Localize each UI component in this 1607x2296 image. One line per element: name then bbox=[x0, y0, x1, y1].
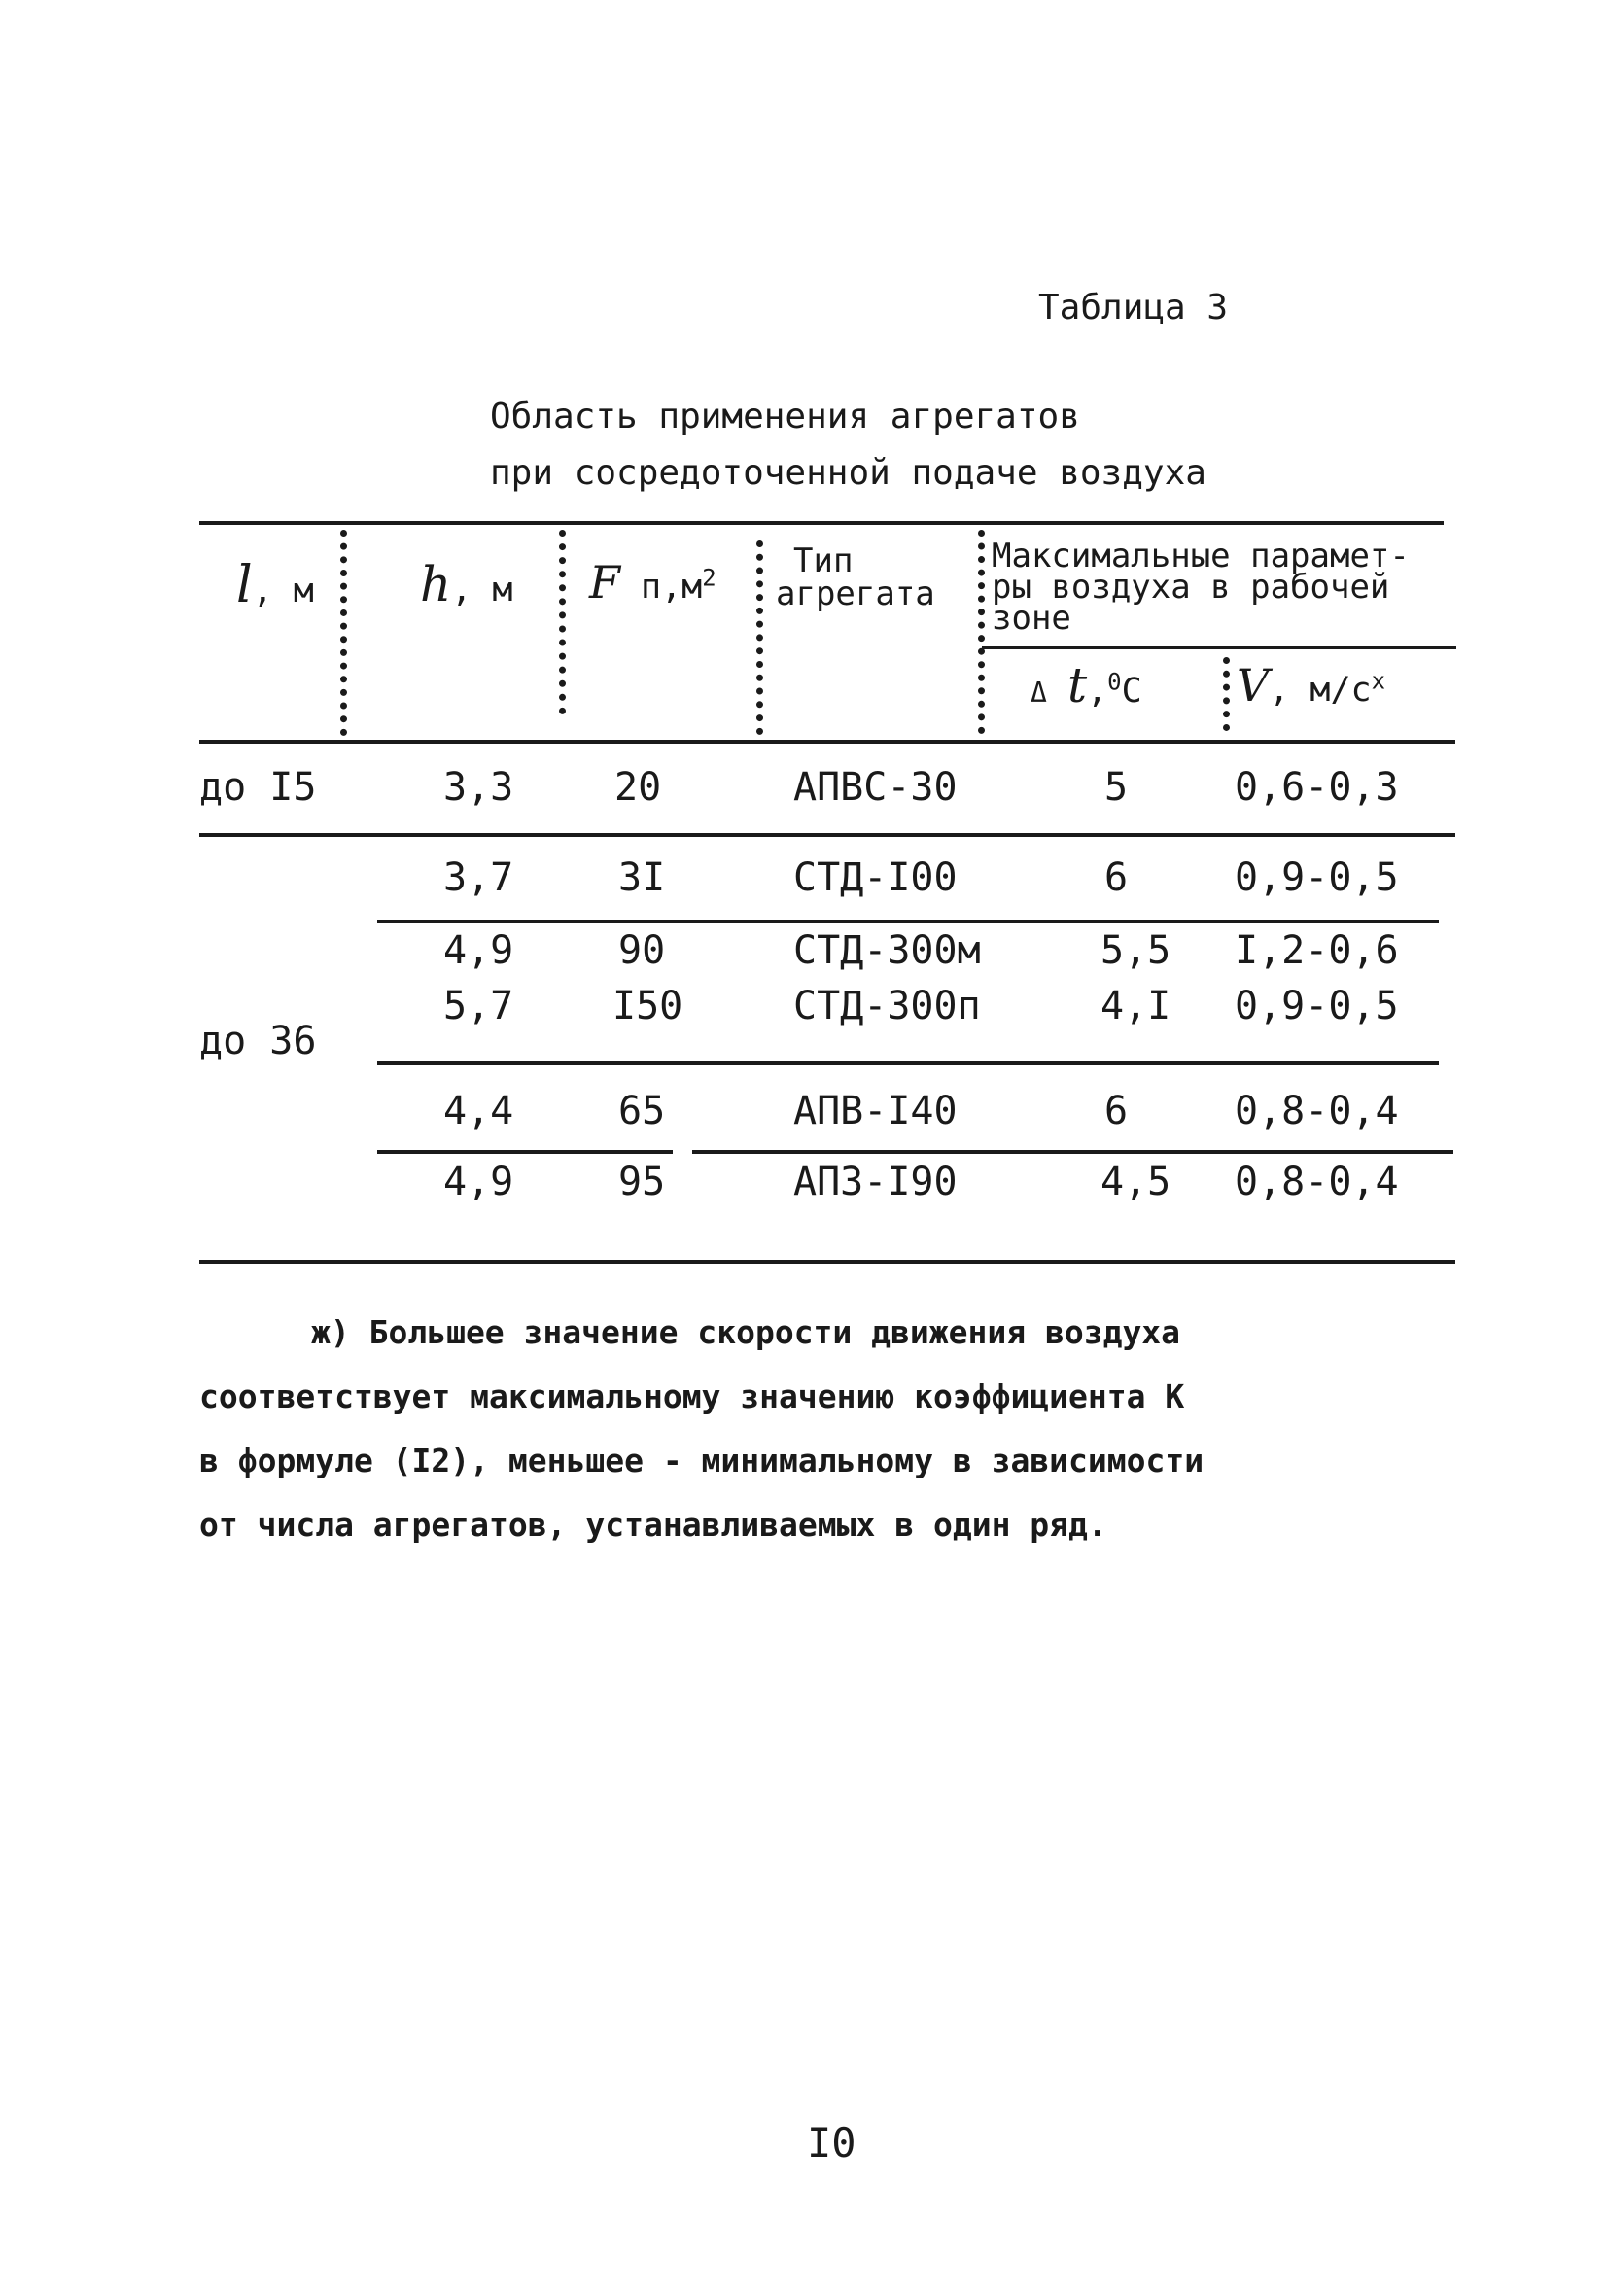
header-type-line-1: Тип bbox=[793, 541, 854, 580]
row-5-h: 4,4 bbox=[443, 1089, 514, 1133]
row-3-v: I,2-0,6 bbox=[1235, 928, 1399, 973]
row-5-f: 65 bbox=[618, 1089, 666, 1133]
row-1-h: 3,3 bbox=[443, 765, 514, 810]
table-top-rule bbox=[199, 521, 1444, 525]
group1-bottom-rule bbox=[199, 833, 1455, 837]
header-dt bbox=[1031, 657, 1142, 713]
row-1-dt: 5 bbox=[1104, 765, 1129, 810]
header-h-unit: , м bbox=[451, 571, 513, 609]
header-max-line-2: ры воздуха в рабочей bbox=[992, 568, 1390, 607]
page-number: I0 bbox=[807, 2119, 856, 2167]
row-2-h: 3,7 bbox=[443, 855, 514, 900]
header-f bbox=[589, 556, 716, 609]
header-l bbox=[236, 556, 314, 614]
row-2-type: СТД-I00 bbox=[793, 855, 958, 900]
table-bottom-rule bbox=[199, 1260, 1455, 1264]
header-bottom-rule bbox=[199, 740, 1455, 744]
header-l-symbol: l bbox=[236, 556, 253, 614]
row-1-type: АПВС-30 bbox=[793, 765, 958, 810]
row5-bottom-rule-left bbox=[377, 1150, 673, 1154]
header-f-symbol: F bbox=[589, 556, 620, 609]
header-dt-tail: С bbox=[1121, 672, 1142, 711]
row-2-dt: 6 bbox=[1104, 855, 1129, 900]
row-5-v: 0,8-0,4 bbox=[1235, 1089, 1399, 1133]
row-6-v: 0,8-0,4 bbox=[1235, 1160, 1399, 1204]
footnote-line-4: от числа агрегатов, устанавливаемых в один ряд. bbox=[199, 1506, 1107, 1544]
caption-line-2: при сосредоточенной подаче воздуха bbox=[490, 453, 1206, 493]
row-5-type: АПВ-I40 bbox=[793, 1089, 958, 1133]
header-dt-symbol: t bbox=[1066, 657, 1088, 713]
col-sep-3 bbox=[756, 540, 763, 735]
footnote-line-2: соответствует максимальному значению коэффициента К bbox=[199, 1377, 1185, 1415]
subheader-rule bbox=[982, 646, 1456, 649]
row-1-f: 20 bbox=[614, 765, 662, 810]
table-caption bbox=[490, 389, 1206, 502]
row-4-dt: 4,I bbox=[1100, 984, 1171, 1028]
row-3-type: СТД-300м bbox=[793, 928, 981, 973]
footnote-line-1: ж) Большее значение скорости движения воздуха bbox=[311, 1313, 1181, 1351]
col-sep-5 bbox=[1223, 657, 1230, 731]
header-type bbox=[776, 541, 935, 613]
footnote bbox=[199, 1301, 1204, 1557]
row5-bottom-rule-right bbox=[692, 1150, 1453, 1154]
col-sep-4 bbox=[978, 530, 985, 734]
row-4-v: 0,9-0,5 bbox=[1235, 984, 1399, 1028]
row-3-h: 4,9 bbox=[443, 928, 514, 973]
footnote-line-3: в формуле (I2), меньшее - минимальному в зависимости bbox=[199, 1442, 1205, 1479]
header-v-unit: , м/с bbox=[1269, 671, 1372, 710]
header-max-line-1: Максимальные парамет- bbox=[992, 537, 1410, 575]
row-6-type: АПЗ-I90 bbox=[793, 1160, 958, 1204]
header-max-params bbox=[992, 537, 1410, 638]
header-h-symbol: h bbox=[420, 556, 452, 612]
table-label: Таблица 3 bbox=[1038, 288, 1229, 328]
caption-line-1: Область применения агрегатов bbox=[490, 397, 1080, 436]
header-v-sup: x bbox=[1371, 667, 1386, 695]
header-type-line-2: агрегата bbox=[776, 574, 935, 613]
header-f-unit: п,м bbox=[619, 568, 703, 607]
row-1-v: 0,6-0,3 bbox=[1235, 765, 1399, 810]
row-4-type: СТД-300п bbox=[793, 984, 981, 1028]
row-3-f: 90 bbox=[618, 928, 666, 973]
header-dt-sup: 0 bbox=[1107, 668, 1122, 696]
header-dt-unit: , bbox=[1087, 672, 1108, 711]
row-4-h: 5,7 bbox=[443, 984, 514, 1028]
row4-bottom-rule bbox=[377, 1061, 1439, 1065]
row-6-h: 4,9 bbox=[443, 1160, 514, 1204]
col-sep-1 bbox=[340, 530, 347, 736]
header-v-symbol: V bbox=[1237, 659, 1270, 712]
header-h bbox=[420, 556, 512, 612]
group-label-2: до 36 bbox=[199, 1019, 317, 1063]
row-3-dt: 5,5 bbox=[1100, 928, 1171, 973]
row-5-dt: 6 bbox=[1104, 1089, 1129, 1133]
header-v bbox=[1237, 659, 1385, 712]
header-l-unit: , м bbox=[252, 572, 314, 610]
header-f-sup: 2 bbox=[702, 564, 716, 592]
row-2-v: 0,9-0,5 bbox=[1235, 855, 1399, 900]
header-dt-prefix: Δ bbox=[1031, 677, 1047, 709]
row-4-f: I50 bbox=[612, 984, 683, 1028]
row-6-dt: 4,5 bbox=[1100, 1160, 1171, 1204]
group-label-1: до I5 bbox=[199, 765, 317, 810]
col-sep-2 bbox=[559, 530, 566, 714]
row2-bottom-rule bbox=[377, 920, 1439, 923]
row-6-f: 95 bbox=[618, 1160, 666, 1204]
header-max-line-3: зоне bbox=[992, 599, 1071, 638]
row-2-f: 3I bbox=[618, 855, 666, 900]
